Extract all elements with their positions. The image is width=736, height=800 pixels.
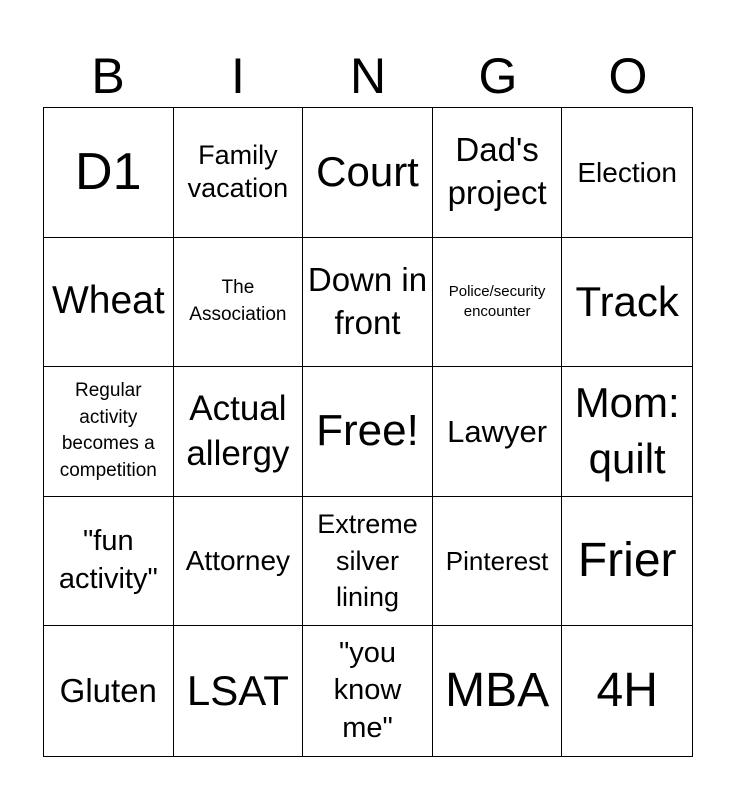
bingo-free-cell[interactable] bbox=[303, 367, 433, 497]
bingo-cell[interactable] bbox=[303, 497, 433, 627]
bingo-cell[interactable] bbox=[174, 238, 304, 368]
bingo-cell-label: D1 bbox=[75, 142, 142, 201]
bingo-header bbox=[43, 44, 693, 108]
bingo-cell[interactable] bbox=[433, 238, 563, 368]
header-letter-i: I bbox=[231, 48, 245, 104]
bingo-cell-label: Regular activity becomes a competition bbox=[59, 380, 157, 482]
bingo-cell[interactable] bbox=[562, 497, 692, 627]
bingo-cell-label: Police/security encounter bbox=[448, 283, 546, 320]
bingo-cell-label: Pinterest bbox=[445, 545, 549, 576]
bingo-cell[interactable] bbox=[44, 626, 174, 756]
bingo-cell[interactable] bbox=[44, 238, 174, 368]
bingo-cell-label: Actual allergy bbox=[186, 388, 290, 474]
free-space-label: Free! bbox=[316, 406, 419, 456]
bingo-cell-label: "you know me" bbox=[333, 636, 402, 745]
bingo-cell-label: The Association bbox=[189, 277, 287, 325]
bingo-cell[interactable] bbox=[433, 108, 563, 238]
bingo-cell-label: Attorney bbox=[185, 545, 291, 577]
bingo-cell[interactable] bbox=[303, 626, 433, 756]
bingo-cell-label: MBA bbox=[445, 663, 550, 717]
header-letter-o: O bbox=[608, 48, 648, 104]
bingo-cell[interactable] bbox=[433, 367, 563, 497]
header-letter-g: G bbox=[478, 48, 518, 104]
bingo-cell[interactable] bbox=[433, 497, 563, 627]
bingo-cell[interactable] bbox=[433, 626, 563, 756]
bingo-cell-label: Lawyer bbox=[447, 413, 548, 449]
bingo-cell-label: Extreme silver lining bbox=[317, 509, 418, 613]
bingo-cell[interactable] bbox=[44, 497, 174, 627]
bingo-cell-label: LSAT bbox=[186, 667, 289, 714]
bingo-cell-label: Dad's project bbox=[447, 131, 547, 212]
bingo-cell[interactable] bbox=[303, 108, 433, 238]
bingo-cell[interactable] bbox=[562, 367, 692, 497]
bingo-cell[interactable] bbox=[174, 367, 304, 497]
bingo-cell[interactable] bbox=[562, 238, 692, 368]
bingo-cell-label: Track bbox=[575, 277, 679, 325]
bingo-cell[interactable] bbox=[174, 626, 304, 756]
bingo-cell-label: "fun activity" bbox=[58, 525, 158, 596]
bingo-cell-label: Family vacation bbox=[187, 139, 289, 204]
bingo-cell-label: Mom: quilt bbox=[574, 378, 680, 483]
header-letter-n: N bbox=[349, 48, 387, 104]
bingo-cell-label: Wheat bbox=[51, 279, 165, 323]
bingo-cell[interactable] bbox=[174, 497, 304, 627]
bingo-cell[interactable] bbox=[44, 108, 174, 238]
bingo-cell-label: 4H bbox=[596, 663, 658, 717]
bingo-cell-label: Election bbox=[577, 156, 677, 188]
bingo-cell-label: Frier bbox=[577, 533, 677, 587]
header-letter-b: B bbox=[91, 48, 125, 104]
bingo-cell[interactable] bbox=[44, 367, 174, 497]
bingo-cell[interactable] bbox=[562, 626, 692, 756]
bingo-cell[interactable] bbox=[174, 108, 304, 238]
bingo-cell-label: Court bbox=[316, 148, 419, 196]
bingo-cell[interactable] bbox=[562, 108, 692, 238]
bingo-cell-label: Gluten bbox=[59, 671, 157, 709]
bingo-cell-label: Down in front bbox=[307, 261, 428, 341]
bingo-cell[interactable] bbox=[303, 238, 433, 368]
bingo-card-grid bbox=[43, 107, 693, 757]
